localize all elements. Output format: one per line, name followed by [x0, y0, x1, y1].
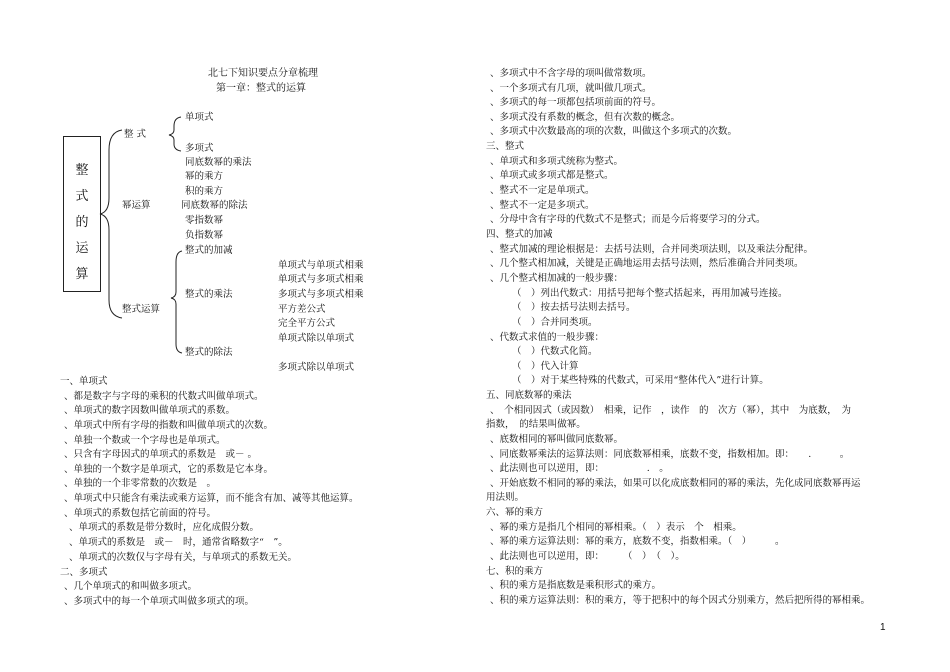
text-line: 、开始底数不相同的幂的乘法，如果可以化成底数相同的幂的乘法，先化成同底数幂再运	[490, 478, 861, 489]
text-line: 、积的乘方运算法则：积的乘方，等于把积中的每个因式分别乘方，然后把所得的幂相乘。	[490, 595, 871, 606]
text-line: 、幂的乘方是指几个相同的幂相乘。（ ）表示 个 相乘。	[490, 522, 742, 533]
text-line: 、单项式和多项式统称为整式。	[490, 156, 624, 167]
section-heading: 四、整式的加减	[486, 229, 553, 240]
text-line: 、幂的乘方运算法则：幂的乘方，底数不变，指数相乘。（ ） 。	[490, 536, 785, 547]
text-line: 、此法则也可以逆用，即： （ ） （ ）。	[490, 551, 685, 562]
section-heading: 七、积的乘方	[486, 566, 544, 577]
text-line: 用法则。	[486, 492, 525, 503]
text-line: 、整式不一定是单项式。	[490, 185, 595, 196]
text-line: 、积的乘方是指底数是乘积形式的乘方。	[490, 580, 662, 591]
text-line: 、单项式的系数包括它前面的符号。	[64, 508, 217, 519]
text-line: 、此法则也可以逆用，即： . 。	[490, 463, 669, 474]
node-tongdi-chu: 同底数幂的除法	[181, 200, 248, 211]
node-ji-chengfang: 积的乘方	[185, 186, 224, 197]
node-jiajian: 整式的加减	[185, 245, 233, 256]
text-line: （ ）按去括号法则去括号。	[512, 302, 636, 313]
text-line: 、单项式中只能含有乘法或乘方运算，而不能含有加、减等其他运算。	[64, 493, 359, 504]
text-line: 、只含有字母因式的单项式的系数是 或－ 。	[64, 449, 258, 460]
text-line: 、代数式求值的一般步骤：	[490, 332, 605, 343]
node-fu-zhishu: 负指数幂	[185, 230, 224, 241]
text-line: 、底数相同的幂叫做同底数幂。	[490, 434, 624, 445]
node-zhengshi-yunsuan: 整式运算	[122, 304, 161, 315]
box-char: 运	[75, 241, 89, 256]
text-line: 、 个相同因式（或因数） 相乘，记作 ，读作 的 次方（幂），其中 为底数， 为	[490, 405, 852, 416]
vertical-title-box	[63, 136, 101, 292]
box-char: 算	[75, 267, 89, 282]
text-line: （ ）代入计算	[512, 361, 579, 372]
document-title: 北七下知识要点分章梳理	[208, 68, 318, 79]
section-heading: 五、同底数幂的乘法	[486, 390, 572, 401]
section-heading: 三、整式	[486, 141, 525, 152]
box-char: 的	[75, 215, 89, 230]
text-line: 、几个整式相加减的一般步骤：	[490, 273, 624, 284]
node-chengfa: 整式的乘法	[185, 289, 233, 300]
text-line: 、单独的一个数字是单项式，它的系数是它本身。	[64, 464, 274, 475]
text-line: 、多项式中的每一个单项式叫做多项式的项。	[64, 596, 255, 607]
text-line: （ ）代数式化简。	[512, 346, 598, 357]
node-duoxiangshi: 多项式	[185, 143, 214, 154]
text-line: （ ）合并同类项。	[512, 317, 598, 328]
node-ling-zhishu: 零指数幂	[185, 215, 224, 226]
node-danxiangshi: 单项式	[185, 112, 214, 123]
text-line: 、单项式的次数仅与字母有关，与单项式的系数无关。	[69, 552, 298, 563]
node-pingfangcha: 平方差公式	[278, 304, 326, 315]
text-line: 、多项式没有系数的概念，但有次数的概念。	[490, 112, 681, 123]
text-line: 、整式加减的理论根据是：去括号法则，合并同类项法则，以及乘法分配律。	[490, 244, 814, 255]
node-chufa: 整式的除法	[185, 347, 233, 358]
text-line: 、整式不一定是多项式。	[490, 200, 595, 211]
box-char: 式	[75, 189, 89, 204]
text-line: （ ）对于某些特殊的代数式，可采用“整体代入”进行计算。	[512, 375, 769, 386]
text-line: 、一个多项式有几项，就叫做几项式。	[490, 83, 652, 94]
text-line: 、多项式的每一项都包括项前面的符号。	[490, 97, 662, 108]
node-dan-duo: 单项式与多项式相乘	[278, 274, 364, 285]
section-heading: 六、幂的乘方	[486, 507, 544, 518]
chapter-title: 第一章：整式的运算	[216, 83, 306, 94]
node-mi-yunsuan: 幂运算	[122, 200, 151, 211]
text-line: 、都是数字与字母的乘积的代数式叫做单项式。	[64, 391, 264, 402]
text-line: 、多项式中不含字母的项叫做常数项。	[490, 68, 652, 79]
text-line: 、单项式的数字因数叫做单项式的系数。	[64, 405, 236, 416]
section-heading: 二、多项式	[60, 567, 108, 578]
text-line: 、单独的一个非零常数的次数是 。	[64, 478, 217, 489]
text-line: 、单独一个数或一个字母也是单项式。	[64, 435, 226, 446]
node-dan-chu-dan: 单项式除以单项式	[278, 333, 355, 344]
page-number: 1	[880, 622, 886, 633]
section-heading: 一、单项式	[60, 376, 108, 387]
box-char: 整	[75, 163, 89, 178]
text-line: 、几个单项式的和叫做多项式。	[64, 581, 198, 592]
text-line: 、分母中含有字母的代数式不是整式；而是今后将要学习的分式。	[490, 214, 766, 225]
text-line: 、几个整式相加减，关键是正确地运用去括号法则，然后准确合并同类项。	[490, 258, 804, 269]
text-line: （ ）列出代数式：用括号把每个整式括起来，再用加减号连接。	[512, 288, 788, 299]
node-wanquan: 完全平方公式	[278, 318, 336, 329]
text-line: 、同底数幂乘法的运算法则：同底数幂相乘，底数不变，指数相加。即： . 。	[490, 449, 850, 460]
text-line: 、单项式或多项式都是整式。	[490, 170, 614, 181]
node-duo-duo: 多项式与多项式相乘	[278, 289, 364, 300]
text-line: 指数， 的结果叫做幂。	[486, 419, 586, 430]
node-mi-chengfang: 幂的乘方	[185, 171, 224, 182]
text-line: 、单项式中所有字母的指数和叫做单项式的次数。	[64, 420, 274, 431]
node-duo-chu-dan: 多项式除以单项式	[278, 362, 355, 373]
text-line: 、单项式的系数是带分数时，应化成假分数。	[69, 522, 260, 533]
text-line: 、单项式的系数是 或－ 时，通常省略数字“ ”。	[69, 537, 288, 548]
node-tongdi-cheng: 同底数幂的乘法	[185, 157, 252, 168]
node-zhengshi: 整 式	[124, 129, 147, 140]
node-dan-dan: 单项式与单项式相乘	[278, 260, 364, 271]
text-line: 、多项式中次数最高的项的次数，叫做这个多项式的次数。	[490, 126, 738, 137]
